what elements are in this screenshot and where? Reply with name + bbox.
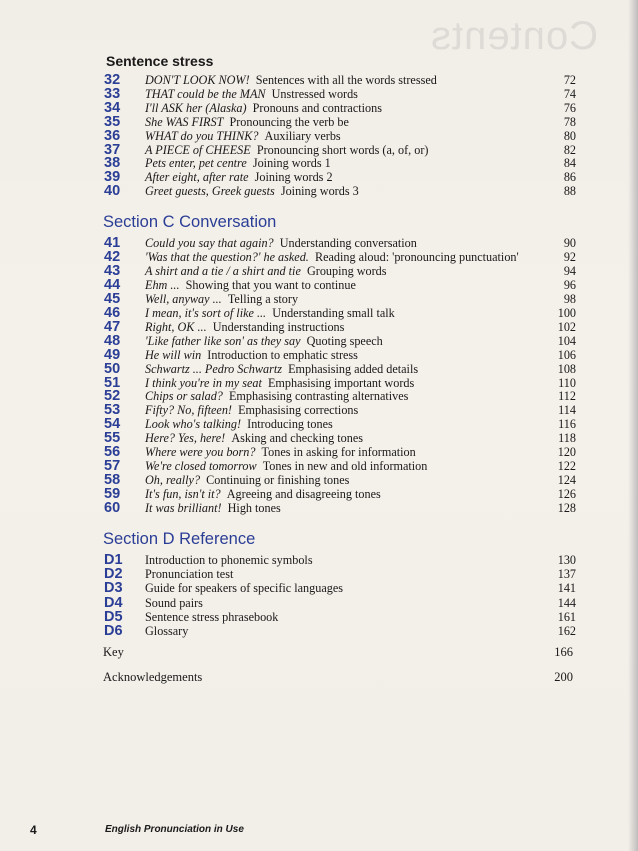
unit-example-phrase: It's fun, isn't it? [145,487,221,502]
toc-row [0,567,638,581]
unit-number: 56 [104,444,121,461]
unit-example-phrase: She WAS FIRST [145,114,224,129]
unit-example-phrase: Well, anyway ... [145,291,222,306]
toc-row [0,596,638,610]
unit-number: 58 [104,472,121,489]
toc-row [0,417,638,431]
page-ref: 82 [563,142,576,157]
unit-number: 40 [104,183,121,200]
unit-number: D5 [104,608,123,625]
unit-topic: Auxiliary verbs [264,128,341,143]
unit-title [145,129,545,143]
unit-topic: Introducing tones [247,417,333,432]
unit-number: 43 [104,262,121,279]
page-ref: 108 [557,361,576,376]
page-ref: 124 [557,473,576,488]
unit-number: 45 [104,290,121,307]
toc-row [0,389,638,403]
unit-title [145,115,545,129]
unit-number: 47 [104,318,121,335]
unit-title [145,320,545,334]
unit-topic: Glossary [145,624,189,638]
unit-example-phrase: A PIECE of CHEESE [145,142,251,157]
unit-topic: Understanding small talk [272,305,395,320]
unit-number: 49 [104,346,121,363]
unit-example-phrase: We're closed tomorrow [145,459,257,474]
page-ref: 74 [563,86,576,101]
page-ref: 76 [563,100,576,115]
page-ref: 98 [563,291,576,306]
unit-topic: Sentence stress phrasebook [145,609,279,624]
toc-row [0,459,638,473]
page-ref: 72 [563,73,576,87]
page-ref: 114 [558,403,576,418]
unit-example-phrase: Chips or salad? [145,389,223,404]
unit-title [145,170,545,184]
unit-topic: Sentences with all the words stressed [255,73,437,87]
unit-title [145,473,545,487]
unit-title [145,567,545,581]
unit-number: D3 [104,580,123,597]
unit-title [145,156,545,170]
sentence-stress-heading: Sentence stress [106,53,214,69]
page-ref: 137 [557,567,576,582]
unit-number: 32 [104,72,121,88]
toc-row [0,170,638,184]
unit-example-phrase: Here? Yes, here! [145,431,226,446]
toc-row [0,306,638,320]
ghost-heading: Contents [429,14,598,58]
page-ref: 144 [557,595,576,610]
page-ref: 161 [557,609,576,624]
unit-title [145,264,545,278]
page-ref: 100 [557,305,576,320]
unit-topic: Joining words 1 [252,156,331,171]
section-d-heading: Section D Reference [103,530,256,548]
unit-topic: Pronouncing the verb be [229,114,349,129]
unit-topic: Reading aloud: 'pronouncing punctuation' [314,249,519,264]
unit-title [145,250,545,264]
unit-example-phrase: Greet guests, Greek guests [145,184,275,199]
unit-topic: Tones in new and old information [262,459,428,474]
toc-row [0,87,638,101]
unit-example-phrase: Right, OK ... [145,319,207,334]
page-ref: 112 [558,389,576,404]
unit-title [145,184,545,198]
toc-row [0,403,638,417]
unit-topic: Grouping words [306,263,387,278]
unit-example-phrase: Ehm ... [145,277,180,292]
unit-example-phrase: Pets enter, pet centre [145,156,247,171]
unit-title [145,73,545,87]
unit-number: 53 [104,402,121,419]
extra-label: Acknowledgements [103,670,203,684]
unit-topic: Emphasising contrasting alternatives [228,389,409,404]
unit-example-phrase: Where were you born? [145,445,256,460]
unit-topic: Pronouns and contractions [252,100,382,115]
unit-number: D2 [104,566,123,583]
unit-number: D6 [104,623,123,639]
unit-topic: Quoting speech [306,333,383,348]
toc-row [0,320,638,334]
toc-row [0,184,638,198]
toc-row [0,236,638,250]
page-ref: 120 [557,445,576,460]
page-ref: 102 [557,319,576,334]
unit-title [145,348,545,362]
page-ref: 166 [554,645,573,659]
page-ref: 88 [563,184,576,199]
unit-topic: Agreeing and disagreeing tones [226,487,381,502]
toc-row [0,445,638,459]
page-ref: 116 [558,417,576,432]
toc-row [0,362,638,376]
unit-topic: Introduction to emphatic stress [207,347,358,362]
unit-example-phrase: DON'T LOOK NOW! [145,73,250,87]
page-ref: 130 [557,553,576,567]
page-ref: 118 [558,431,576,446]
extra-row [103,670,573,685]
unit-topic: Emphasising important words [267,375,415,390]
unit-title [145,306,545,320]
unit-example-phrase: WHAT do you THINK? [145,128,259,143]
unit-topic: Continuing or finishing tones [206,473,350,488]
unit-number: 35 [104,113,121,130]
unit-topic: Emphasising added details [288,361,419,376]
unit-example-phrase: Could you say that again? [145,236,274,250]
toc-row [0,610,638,624]
toc-row [0,250,638,264]
unit-example-phrase: Schwartz ... Pedro Schwartz [145,361,282,376]
page-ref: 162 [557,624,576,638]
unit-title [145,445,545,459]
unit-number: 36 [104,127,121,144]
toc-row [0,101,638,115]
page-ref: 90 [563,236,576,250]
unit-number: D4 [104,594,123,611]
unit-example-phrase: A shirt and a tie / a shirt and tie [145,263,301,278]
unit-title [145,624,545,638]
unit-title [145,236,545,250]
unit-example-phrase: I think you're in my seat [145,375,262,390]
unit-number: 48 [104,332,121,349]
unit-title [145,362,545,376]
unit-number: 42 [104,248,121,265]
unit-example-phrase: He will win [145,347,202,362]
toc-row [0,431,638,445]
unit-number: 57 [104,458,121,475]
unit-topic: Emphasising corrections [238,403,359,418]
unit-example-phrase: I mean, it's sort of like ... [145,305,267,320]
unit-title [145,376,545,390]
extra-label: Key [103,645,124,659]
unit-number: 33 [104,85,121,102]
unit-number: D1 [104,552,123,568]
unit-topic: Pronunciation test [145,567,234,582]
unit-number: 46 [104,304,121,321]
unit-title [145,292,545,306]
section-c-heading: Section C Conversation [103,213,277,231]
unit-topic: Sound pairs [145,595,203,610]
unit-topic: Understanding conversation [279,236,417,250]
toc-row [0,487,638,501]
unit-example-phrase: 'Like father like son' as they say [145,333,301,348]
unit-title [145,487,545,501]
unit-topic: Guide for speakers of specific languages [145,581,343,596]
unit-example-phrase: 'Was that the question?' he asked. [145,249,309,264]
unit-number: 54 [104,416,121,433]
unit-topic: Unstressed words [271,86,358,101]
unit-topic: Understanding instructions [212,319,345,334]
unit-title [145,101,545,115]
unit-topic: Asking and checking tones [231,431,363,446]
toc-row [0,334,638,348]
toc-row [0,553,638,567]
toc-row [0,292,638,306]
unit-topic: Joining words 3 [280,184,359,199]
toc-row [0,264,638,278]
toc-row [0,278,638,292]
toc-row [0,501,638,515]
unit-example-phrase: Oh, really? [145,473,201,488]
page-ref: 128 [557,501,576,516]
toc-row [0,129,638,143]
page-number: 4 [30,823,37,837]
unit-example-phrase: It was brilliant! [145,501,222,516]
page-ref: 106 [557,347,576,362]
toc-row [0,581,638,595]
unit-title [145,389,545,403]
unit-title [145,87,545,101]
unit-topic: High tones [227,501,281,516]
unit-title [145,143,545,157]
toc-row [0,376,638,390]
unit-title [145,334,545,348]
unit-number: 39 [104,169,121,186]
page-ref: 84 [563,156,576,171]
unit-number: 51 [104,374,121,391]
page-ref: 126 [557,487,576,502]
unit-number: 59 [104,486,121,503]
toc-row [0,143,638,157]
unit-title [145,459,545,473]
unit-number: 44 [104,276,121,293]
page-ref: 80 [563,128,576,143]
toc-row [0,473,638,487]
unit-number: 34 [104,99,121,116]
unit-topic: Tones in asking for information [261,445,416,460]
unit-example-phrase: Fifty? No, fifteen! [145,403,232,418]
unit-title [145,501,545,515]
toc-row [0,115,638,129]
unit-number: 52 [104,388,121,405]
unit-example-phrase: After eight, after rate [145,170,249,185]
unit-topic: Showing that you want to continue [185,277,356,292]
page-ref: 110 [558,375,576,390]
page-ref: 141 [557,581,576,596]
toc-row [0,348,638,362]
unit-number: 41 [104,235,121,251]
extra-row [103,645,573,660]
page-ref: 86 [563,170,576,185]
unit-example-phrase: Look who's talking! [145,417,242,432]
unit-title [145,278,545,292]
page-ref: 92 [563,249,576,264]
unit-title [145,417,545,431]
page-ref: 200 [554,670,573,684]
unit-title [145,596,545,610]
toc-row [0,156,638,170]
page-ref: 104 [557,333,576,348]
unit-number: 55 [104,430,121,447]
unit-topic: Pronouncing short words (a, of, or) [256,142,429,157]
unit-number: 60 [104,500,121,517]
book-title: English Pronunciation in Use [105,824,244,835]
unit-number: 37 [104,141,121,158]
unit-title [145,403,545,417]
unit-title [145,431,545,445]
page-ref: 122 [557,459,576,474]
unit-title [145,553,545,567]
page-ref: 94 [563,263,576,278]
page-ref: 78 [563,114,576,129]
toc-row [0,73,638,87]
unit-topic: Telling a story [227,291,299,306]
unit-number: 38 [104,155,121,172]
unit-title [145,581,545,595]
unit-topic: Introduction to phonemic symbols [145,553,313,567]
unit-topic: Joining words 2 [254,170,333,185]
unit-example-phrase: I'll ASK her (Alaska) [145,100,247,115]
unit-example-phrase: THAT could be the MAN [145,86,266,101]
toc-row [0,624,638,638]
unit-title [145,610,545,624]
page-ref: 96 [563,277,576,292]
unit-number: 50 [104,360,121,377]
